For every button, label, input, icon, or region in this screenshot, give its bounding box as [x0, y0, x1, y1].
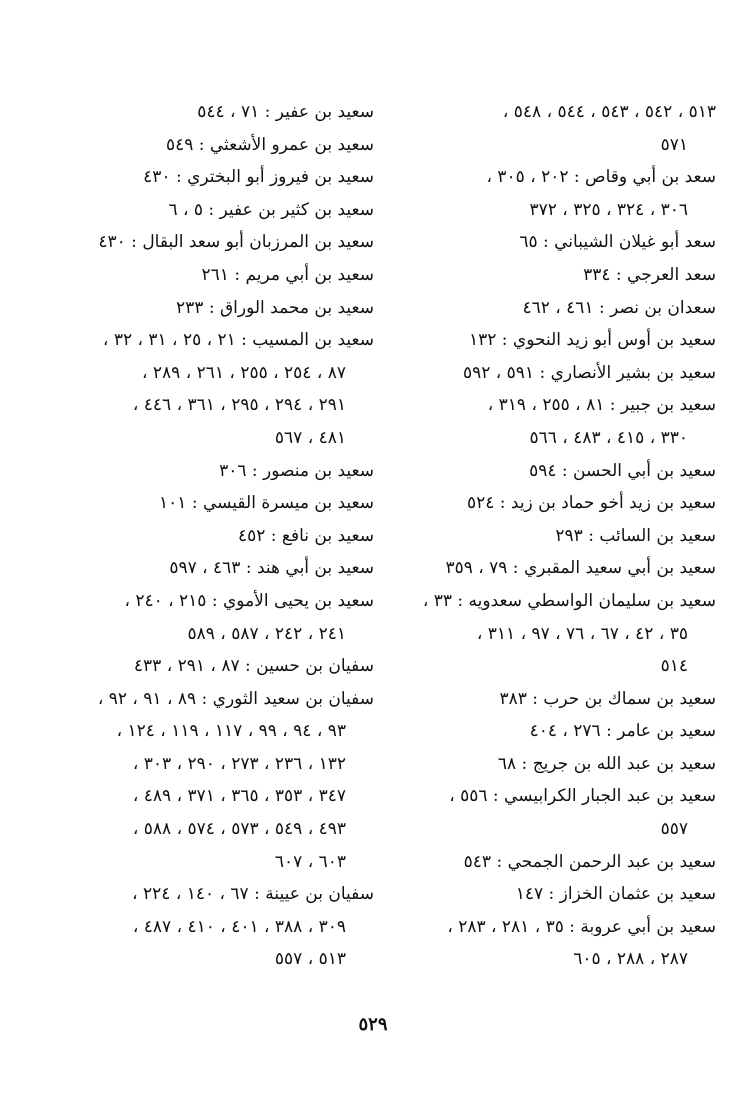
- index-entry: [96, 161, 374, 194]
- entry-line: سعيد بن أوس أبو زيد النحوي : ١٣٢: [468, 330, 716, 351]
- entry-continuation-line: ٤٨١ ، ٥٦٧: [274, 427, 346, 448]
- entry-line: سعيد بن عبد الجبار الكرابيسي : ٥٥٦ ،: [449, 786, 716, 807]
- entry-line: ٥١٣ ، ٥٤٢ ، ٥٤٣ ، ٥٤٤ ، ٥٤٨ ،: [502, 102, 716, 122]
- index-entry: [404, 259, 716, 292]
- entry-line: سعد العرجي : ٣٣٤: [583, 264, 716, 285]
- entry-continuation-line: ٣٠٦ ، ٣٢٤ ، ٣٢٥ ، ٣٧٢: [529, 199, 688, 220]
- index-entry: [404, 780, 716, 845]
- entry-continuation-line: ٤٩٣ ، ٥٤٩ ، ٥٧٣ ، ٥٧٤ ، ٥٨٨ ،: [132, 819, 346, 840]
- entry-line: سعيد بن كثير بن عفير : ٥ ، ٦: [168, 199, 374, 220]
- index-entry: [96, 487, 374, 520]
- index-entry: [404, 878, 716, 911]
- index-entry: [404, 96, 716, 161]
- index-entry: [404, 552, 716, 585]
- index-entry: [96, 552, 374, 585]
- entry-line: سفيان بن عيينة : ٦٧ ، ١٤٠ ، ٢٢٤ ،: [132, 884, 374, 905]
- entry-line: سعيد بن ميسرة القيسي : ١٠١: [159, 493, 374, 514]
- entry-continuation-line: ٣٥ ، ٤٢ ، ٦٧ ، ٧٦ ، ٩٧ ، ٣١١ ،: [476, 623, 688, 644]
- index-entry: [96, 324, 374, 454]
- entry-line: سعيد بن محمد الوراق : ٢٣٣: [176, 297, 374, 318]
- entry-line: سعيد بن أبي هند : ٤٦٣ ، ٥٩٧: [169, 558, 374, 579]
- index-entry: [404, 715, 716, 748]
- index-entry: [404, 683, 716, 716]
- entry-continuation-line: ٨٧ ، ٢٥٤ ، ٢٥٥ ، ٢٦١ ، ٢٨٩ ،: [142, 362, 346, 383]
- index-entry: [96, 455, 374, 488]
- index-entry: [96, 96, 374, 129]
- index-entry: [404, 324, 716, 357]
- entry-line: سعيد بن فيروز أبو البختري : ٤٣٠: [143, 167, 374, 188]
- entry-continuation-line: ٢٩١ ، ٢٩٤ ، ٢٩٥ ، ٣٦١ ، ٤٤٦ ،: [132, 395, 346, 416]
- index-entry: [404, 585, 716, 683]
- entry-continuation-line: ٦٠٣ ، ٦٠٧: [274, 851, 346, 872]
- index-entry: [404, 748, 716, 781]
- index-entry: [96, 520, 374, 553]
- entry-continuation-line: ٣٤٧ ، ٣٥٣ ، ٣٦٥ ، ٣٧١ ، ٤٨٩ ،: [132, 786, 346, 807]
- index-entry: [96, 650, 374, 683]
- entry-line: سعدان بن نصر : ٤٦١ ، ٤٦٢: [522, 297, 716, 318]
- index-entry: [404, 846, 716, 879]
- entry-line: سعيد بن المسيب : ٢١ ، ٢٥ ، ٣١ ، ٣٢ ،: [102, 330, 374, 351]
- index-entry: [96, 226, 374, 259]
- entry-line: سعد أبو غيلان الشيباني : ٦٥: [519, 232, 716, 253]
- entry-continuation-line: ٥٧١: [660, 134, 688, 155]
- entry-line: سعيد بن منصور : ٣٠٦: [219, 460, 374, 481]
- page-number: ٥٢٩: [358, 1014, 388, 1035]
- entry-line: سعيد بن أبي سعيد المقبري : ٧٩ ، ٣٥٩: [445, 558, 716, 579]
- index-entry: [96, 292, 374, 325]
- entry-line: سعيد بن عبد الله بن جريج : ٦٨: [497, 753, 716, 774]
- index-entry: [404, 226, 716, 259]
- index-entry: [96, 585, 374, 650]
- entry-continuation-line: ٣٣٠ ، ٤١٥ ، ٤٨٣ ، ٥٦٦: [529, 427, 688, 448]
- index-entry: [96, 194, 374, 227]
- index-entry: [404, 487, 716, 520]
- entry-continuation-line: ٢٨٧ ، ٢٨٨ ، ٦٠٥: [573, 949, 688, 970]
- index-entry: [404, 911, 716, 976]
- entry-continuation-line: ٥٥٧: [660, 819, 688, 840]
- entry-line: سعيد بن سليمان الواسطي سعدويه : ٣٣ ،: [422, 590, 716, 611]
- entry-line: سعيد بن بشير الأنصاري : ٥٩١ ، ٥٩٢: [462, 362, 716, 383]
- entry-line: سعيد بن أبي عروبة : ٣٥ ، ٢٨١ ، ٢٨٣ ،: [447, 916, 716, 937]
- entry-continuation-line: ٣٠٩ ، ٣٨٨ ، ٤٠١ ، ٤١٠ ، ٤٨٧ ،: [132, 916, 346, 937]
- entry-line: سعيد بن جبير : ٨١ ، ٢٥٥ ، ٣١٩ ،: [487, 395, 716, 416]
- entry-line: سعيد بن عثمان الخزاز : ١٤٧: [515, 884, 716, 905]
- index-entry: [404, 389, 716, 454]
- entry-line: سعيد بن المرزبان أبو سعد البقال : ٤٣٠: [98, 232, 374, 253]
- index-entry: [404, 292, 716, 325]
- index-entry: [404, 455, 716, 488]
- entry-line: سعد بن أبي وقاص : ٢٠٢ ، ٣٠٥ ،: [486, 167, 716, 188]
- entry-line: سعيد بن أبي الحسن : ٥٩٤: [529, 460, 716, 481]
- entry-continuation-line: ٩٣ ، ٩٤ ، ٩٩ ، ١١٧ ، ١١٩ ، ١٢٤ ،: [116, 721, 346, 742]
- entry-line: سعيد بن عبد الرحمن الجمحي : ٥٤٣: [463, 851, 716, 872]
- index-column-left: [96, 96, 374, 976]
- entry-line: سعيد بن زيد أخو حماد بن زيد : ٥٢٤: [466, 493, 716, 514]
- entry-line: سعيد بن عامر : ٢٧٦ ، ٤٠٤: [529, 721, 716, 742]
- index-entry: [404, 520, 716, 553]
- index-entry: [96, 259, 374, 292]
- entry-line: سفيان بن حسين : ٨٧ ، ٢٩١ ، ٤٣٣: [133, 656, 374, 677]
- index-column-right: [404, 96, 716, 976]
- entry-continuation-line: ٥١٤: [660, 656, 688, 677]
- index-entry: [96, 129, 374, 162]
- entry-line: سعيد بن أبي مريم : ٢٦١: [201, 264, 374, 285]
- index-entry: [404, 357, 716, 390]
- index-entry: [96, 683, 374, 879]
- entry-continuation-line: ١٣٢ ، ٢٣٦ ، ٢٧٣ ، ٢٩٠ ، ٣٠٣ ،: [132, 753, 346, 774]
- entry-line: سعيد بن عفير : ٧١ ، ٥٤٤: [197, 102, 374, 122]
- entry-line: سعيد بن نافع : ٤٥٢: [237, 525, 374, 546]
- entry-line: سعيد بن سماك بن حرب : ٣٨٣: [499, 688, 716, 709]
- entry-line: سعيد بن يحيى الأموي : ٢١٥ ، ٢٤٠ ،: [124, 590, 374, 611]
- entry-continuation-line: ٢٤١ ، ٢٤٢ ، ٥٨٧ ، ٥٨٩: [187, 623, 346, 644]
- entry-line: سفيان بن سعيد الثوري : ٨٩ ، ٩١ ، ٩٢ ،: [97, 688, 374, 709]
- entry-continuation-line: ٥١٣ ، ٥٥٧: [274, 949, 346, 970]
- entry-line: سعيد بن عمرو الأشعثي : ٥٤٩: [165, 134, 374, 155]
- entry-line: سعيد بن السائب : ٢٩٣: [555, 525, 716, 546]
- index-entry: [404, 161, 716, 226]
- index-entry: [96, 878, 374, 976]
